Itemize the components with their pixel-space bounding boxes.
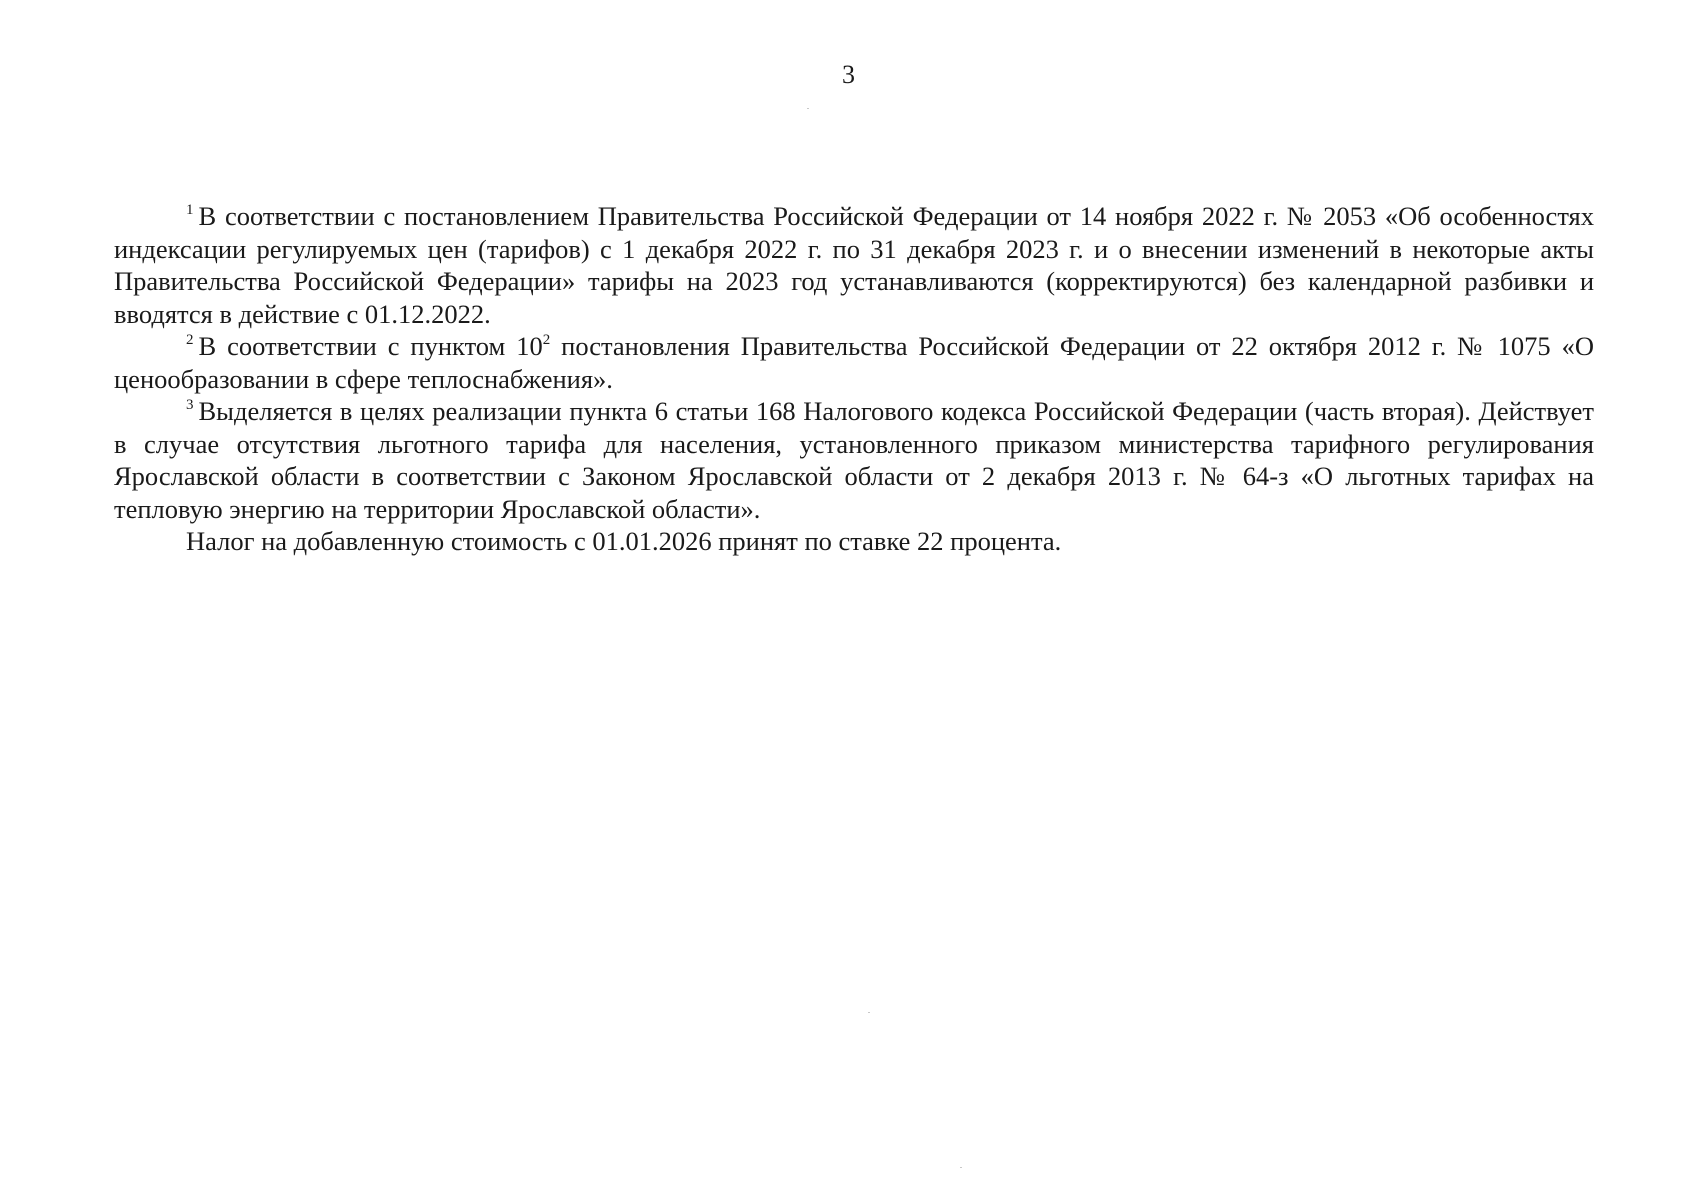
footnote-2-text-after: постановления Правительства Российской Федерации от 22 октября 2012 г. № 1075 «О ценообразовании в сфере теплоснабжения». <box>114 331 1594 394</box>
footnote-3 <box>114 395 1594 525</box>
footnote-mark-1: 1 <box>186 202 194 218</box>
footnote-2-text-before: В соответствии с пунктом 10 <box>198 331 543 361</box>
vat-note: Налог на добавленную стоимость с 01.01.2026 принят по ставке 22 процента. <box>186 526 1062 556</box>
scan-speck <box>960 1167 962 1168</box>
footnote-mark-3: 3 <box>186 397 194 413</box>
footnote-3-text: Выделяется в целях реализации пункта 6 статьи 168 Налогового кодекса Российской Федерации (часть вторая). Действует в случае отсутствия льготного тарифа для населения, установленного приказом министерства тарифного регулирования Ярославской области в соответствии с Законом Ярославской области от 2 декабря 2013 г. № 64-з «О льготных тарифах на тепловую энергию на территории Ярославской области». <box>114 396 1594 524</box>
footnote-2 <box>114 330 1594 395</box>
scan-speck <box>868 1012 870 1013</box>
page-number: 3 <box>842 60 855 89</box>
footnote-2-inner-mark: 2 <box>542 332 551 348</box>
footnote-1-text: В соответствии с постановлением Правительства Российской Федерации от 14 ноября 2022 г. № 2053 «Об особенностях индексации регулируемых цен (тарифов) с 1 декабря 2022 г. по 31 декабря 2023 г. и о внесении изменений в некоторые акты Правительства Российской Федерации» тарифы на 2023 год устанавливаются (корректируются) без календарной разбивки и вводятся в действие с 01.12.2022. <box>114 201 1594 329</box>
footnote-1 <box>114 200 1594 330</box>
footnote-mark-2: 2 <box>186 332 194 348</box>
footnotes-block <box>114 200 1594 558</box>
scan-speck <box>807 108 809 109</box>
